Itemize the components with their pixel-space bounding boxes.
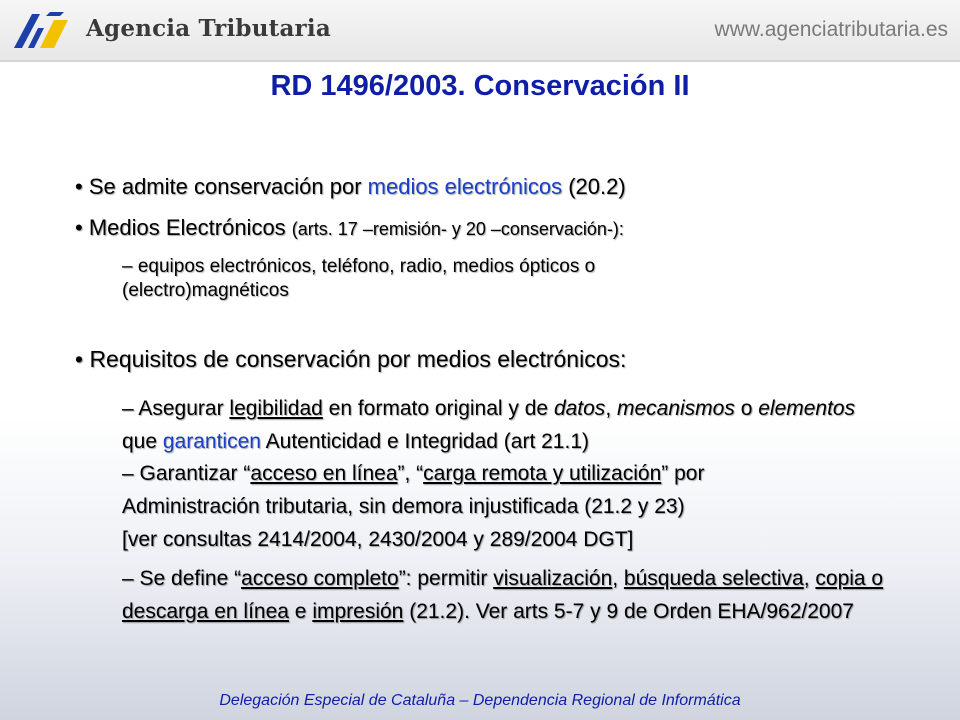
req-text: – Garantizar “ xyxy=(122,462,251,485)
slide-title: RD 1496/2003. Conservación II xyxy=(270,70,690,102)
term-busqueda-selectiva: búsqueda selectiva xyxy=(623,567,804,590)
header-divider xyxy=(0,60,960,62)
requirement-online-access xyxy=(122,457,822,556)
bullet-reference: (arts. 17 –remisión- y 20 –conservación-): xyxy=(291,219,624,239)
term-carga-remota: carga remota y utilización xyxy=(423,462,662,485)
bullet-electronic-conservation xyxy=(75,174,626,200)
req-text: ” por Administración tributaria, sin demora injustificada (21.2 y 23) xyxy=(122,462,705,518)
req-text: ”, “ xyxy=(397,462,424,485)
slide-footer: Delegación Especial de Cataluña – Dependencia Regional de Informática xyxy=(219,692,741,709)
req-text: , xyxy=(612,567,624,590)
bullet-text: • Medios Electrónicos xyxy=(75,215,292,240)
term-garanticen: garanticen xyxy=(162,430,261,453)
req-text: – Se define “ xyxy=(122,567,242,590)
sub-item-electronic-devices: – equipos electrónicos, teléfono, radio, medios ópticos o (electro)magnéticos xyxy=(122,256,596,301)
term-legibilidad: legibilidad xyxy=(229,397,323,420)
requirement-legibility xyxy=(122,392,862,458)
bullet-conservation-requirements: • Requisitos de conservación por medios electrónicos: xyxy=(75,346,627,372)
term-copia-descarga: copia o descarga en línea xyxy=(122,567,884,623)
bullet-text: • Se admite conservación por xyxy=(75,174,368,199)
agencia-tributaria-logo-icon xyxy=(10,10,72,52)
req-text: e xyxy=(288,600,313,623)
bullet-text: ) xyxy=(618,174,626,199)
header-bar xyxy=(0,0,960,60)
req-text: (21.2). Ver arts 5-7 y 9 de Orden EHA/962/2007 xyxy=(403,600,854,623)
req-text: – Asegurar xyxy=(122,397,230,420)
agency-name: Agencia Tributaria xyxy=(86,15,331,42)
req-text: Autenticidad e Integridad (art 21.1) xyxy=(260,430,589,453)
req-text: en formato original y de xyxy=(322,397,554,420)
bullet-electronic-means xyxy=(75,215,624,241)
term-mecanismos: mecanismos xyxy=(616,397,735,420)
term-impresion: impresión xyxy=(312,600,404,623)
consultations-reference: [ver consultas 2414/2004, 2430/2004 y 289/2004 DGT] xyxy=(122,528,634,551)
bullet-text: (20.2 xyxy=(562,174,619,199)
term-acceso-completo: acceso completo xyxy=(241,567,399,590)
term-acceso-en-linea: acceso en línea xyxy=(250,462,398,485)
term-datos: datos xyxy=(553,397,606,420)
req-text: o xyxy=(734,397,759,420)
req-text: , xyxy=(803,567,816,590)
highlight-medios-electronicos: medios electrónicos xyxy=(367,174,563,199)
req-text: , xyxy=(605,397,617,420)
requirement-full-access xyxy=(122,562,902,628)
term-elementos: elementos xyxy=(758,397,856,420)
term-visualizacion: visualización xyxy=(493,567,613,590)
website-url: www.agenciatributaria.es xyxy=(714,18,948,41)
req-text: que xyxy=(122,430,163,453)
req-text: ”: permitir xyxy=(398,567,494,590)
